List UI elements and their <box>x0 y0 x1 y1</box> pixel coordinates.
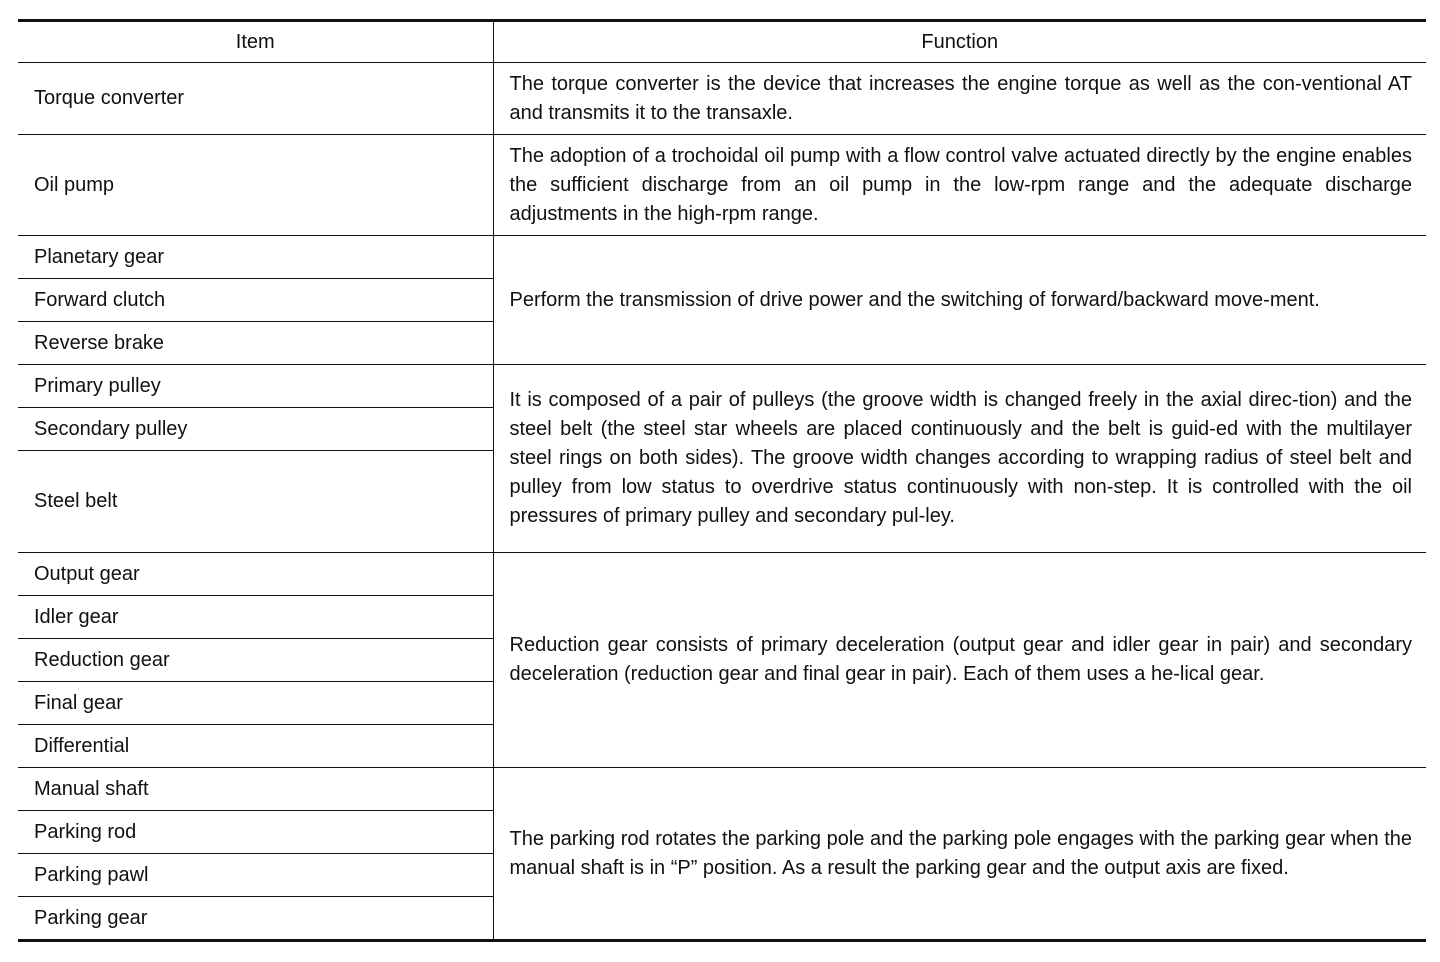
table-row <box>18 135 1426 236</box>
item-column-header: Item <box>18 21 493 63</box>
item-cell: Parking rod <box>18 811 493 854</box>
function-cell: The parking rod rotates the parking pole and the parking pole engages with the parking gear when the manual shaft is in “P” position. As a result the parking gear and the output axis are fixed. <box>493 768 1426 941</box>
function-cell: The torque converter is the device that increases the engine torque as well as the con-ventional AT and transmits it to the transaxle. <box>493 63 1426 135</box>
item-cell: Output gear <box>18 553 493 596</box>
item-cell: Oil pump <box>18 135 493 236</box>
function-column-header: Function <box>493 21 1426 63</box>
item-cell: Forward clutch <box>18 279 493 322</box>
item-cell: Primary pulley <box>18 365 493 408</box>
table-row <box>18 63 1426 135</box>
item-cell: Differential <box>18 725 493 768</box>
item-cell: Final gear <box>18 682 493 725</box>
item-cell: Secondary pulley <box>18 408 493 451</box>
function-cell: It is composed of a pair of pulleys (the groove width is changed freely in the axial direc-tion) and the steel belt (the steel star wheels are placed continuously and the belt is guid-ed with the multilayer steel rings on both sides). The groove width changes according to wrapping radius of steel belt and pulley from low status to overdrive status continuously with non-step. It is controlled with the oil pressures of primary pulley and secondary pul-ley. <box>493 365 1426 553</box>
item-cell: Torque converter <box>18 63 493 135</box>
item-cell: Parking gear <box>18 897 493 941</box>
table-row <box>18 768 1426 811</box>
item-cell: Parking pawl <box>18 854 493 897</box>
item-cell: Reduction gear <box>18 639 493 682</box>
table-row <box>18 236 1426 279</box>
header-row <box>18 21 1426 63</box>
table-body <box>18 63 1426 941</box>
table-row <box>18 365 1426 408</box>
item-cell: Planetary gear <box>18 236 493 279</box>
function-cell: Perform the transmission of drive power and the switching of forward/backward move-ment. <box>493 236 1426 365</box>
component-function-table <box>18 19 1426 942</box>
item-cell: Idler gear <box>18 596 493 639</box>
table-row <box>18 553 1426 596</box>
item-cell: Steel belt <box>18 451 493 553</box>
item-cell: Manual shaft <box>18 768 493 811</box>
function-cell: Reduction gear consists of primary deceleration (output gear and idler gear in pair) and secondary deceleration (reduction gear and final gear in pair). Each of them uses a he-lical gear. <box>493 553 1426 768</box>
function-cell: The adoption of a trochoidal oil pump with a flow control valve actuated directly by the engine enables the sufficient discharge from an oil pump in the low-rpm range and the adequate discharge adjustments in the high-rpm range. <box>493 135 1426 236</box>
item-cell: Reverse brake <box>18 322 493 365</box>
